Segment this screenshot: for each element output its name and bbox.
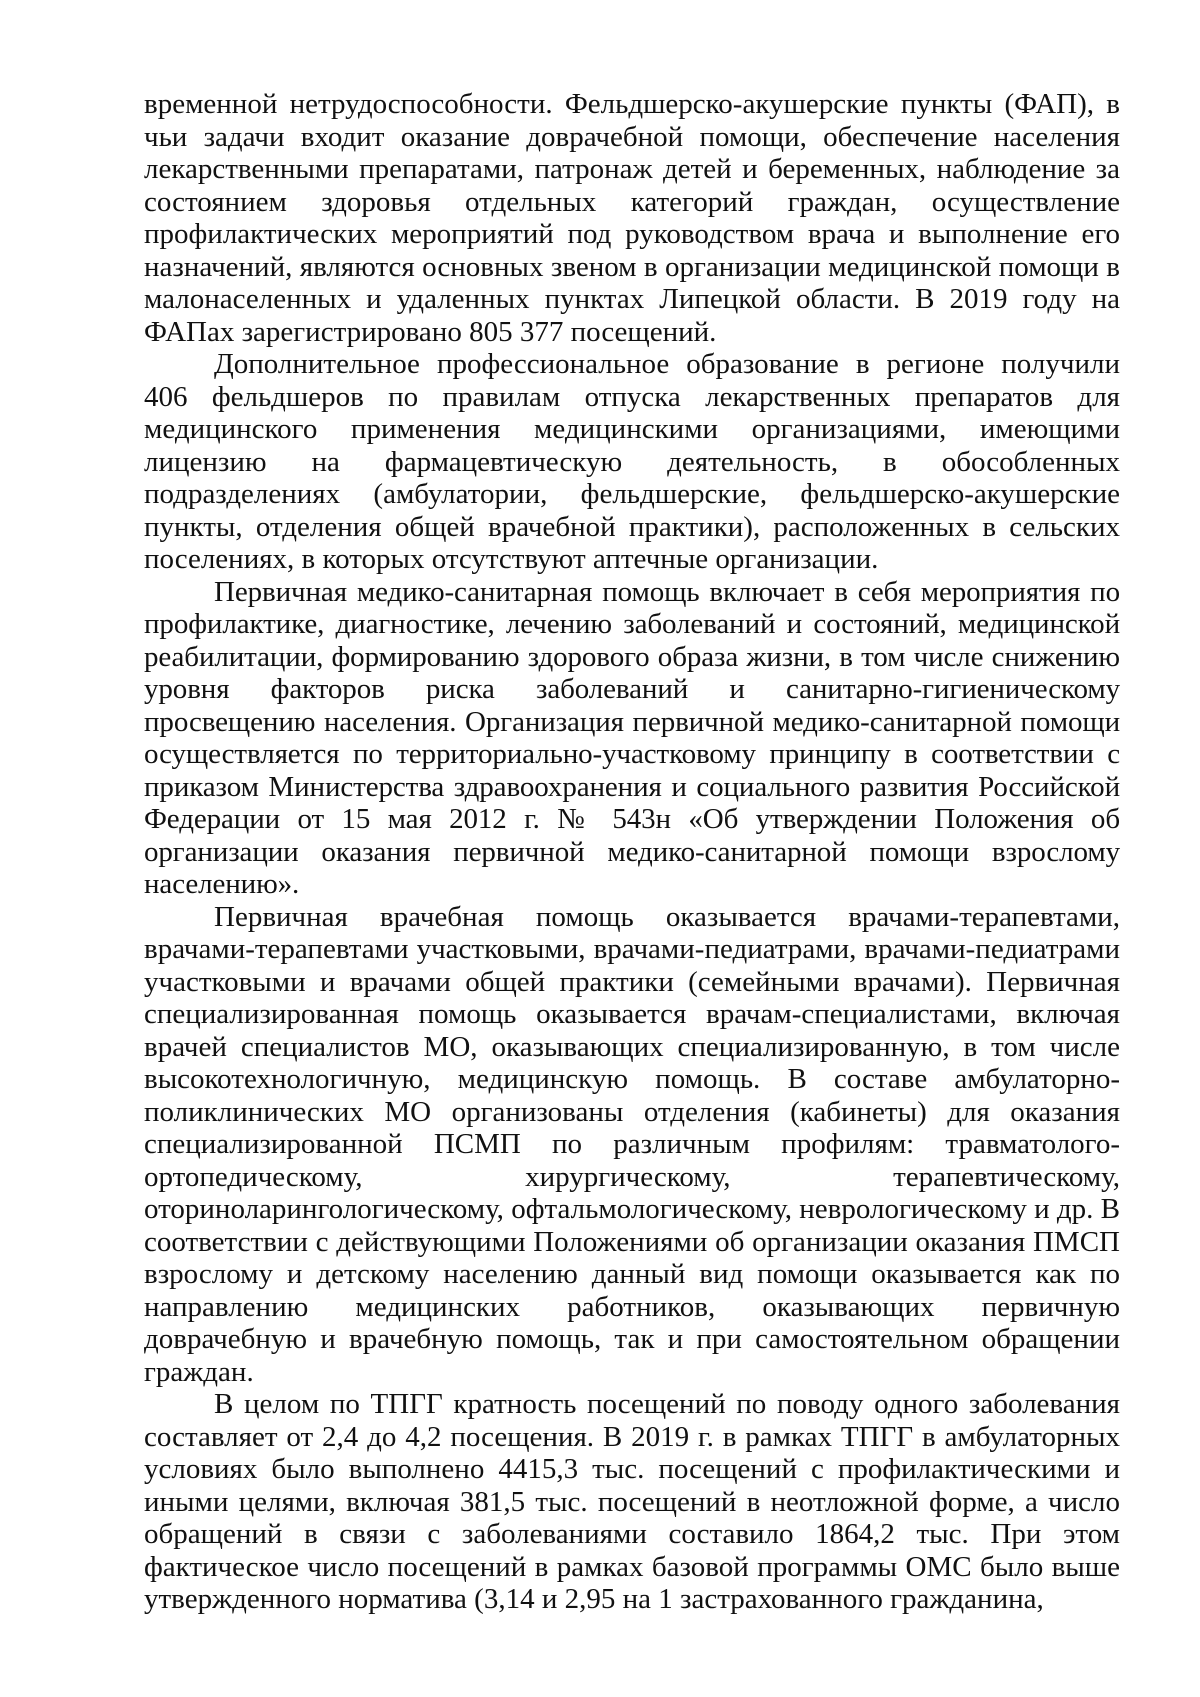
paragraph-fap: временной нетрудоспособности. Фельдшерско-акушерские пункты (ФАП), в чьи задачи входит оказание доврачебной помощи, обеспечение населения лекарственными препаратами, патронаж детей и беременных, наблюдение за состоянием здоровья отдельных категорий граждан, осуществление профилактических мероприятий под руководством врача и выполнение его назначений, являются основных звеном в организации медицинской помощи в малонаселенных и удаленных пунктах Липецкой области. В 2019 году на ФАПах зарегистрировано 805 377 посещений. bbox=[144, 88, 1120, 348]
paragraph-visit-statistics: В целом по ТПГГ кратность посещений по поводу одного заболевания составляет от 2,4 до 4,2 посещения. В 2019 г. в рамках ТПГГ в амбулаторных условиях было выполнено 4415,3 тыс. посещений с профилактическими и иными целями, включая 381,5 тыс. посещений в неотложной форме, а число обращений в связи с заболеваниями составило 1864,2 тыс. При этом фактическое число посещений в рамках базовой программы ОМС было выше утвержденного норматива (3,14 и 2,95 на 1 застрахованного гражданина, bbox=[144, 1388, 1120, 1615]
paragraph-pmsp-definition: Первичная медико-санитарная помощь включает в себя мероприятия по профилактике, диагностике, лечению заболеваний и состояний, медицинской реабилитации, формированию здорового образа жизни, в том числе снижению уровня факторов риска заболеваний и санитарно-гигиеническому просвещению населения. Организация первичной медико-санитарной помощи осуществляется по территориально-участковому принципу в соответствии с приказом Министерства здравоохранения и социального развития Российской Федерации от 15 мая 2012 г. № 543н «Об утверждении Положения об организации оказания первичной медико-санитарной помощи взрослому населению». bbox=[144, 575, 1120, 900]
document-page bbox=[144, 88, 1120, 1616]
paragraph-primary-care: Первичная врачебная помощь оказывается врачами-терапевтами, врачами-терапевтами участковыми, врачами-педиатрами, врачами-педиатрами участковыми и врачами общей практики (семейными врачами). Первичная специализированная помощь оказывается врачам-специалистами, включая врачей специалистов МО, оказывающих специализированную, в том числе высокотехнологичную, медицинскую помощь. В составе амбулаторно-поликлинических МО организованы отделения (кабинеты) для оказания специализированной ПСМП по различным профилям: травматолого-ортопедическому, хирургическому, терапевтическому, оториноларингологическому, офтальмологическому, неврологическому и др. В соответствии с действующими Положениями об организации оказания ПМСП взрослому и детскому населению данный вид помощи оказывается как по направлению медицинских работников, оказывающих первичную доврачебную и врачебную помощь, так и при самостоятельном обращении граждан. bbox=[144, 900, 1120, 1388]
paragraph-dpo-feldshers: Дополнительное профессиональное образование в регионе получили 406 фельдшеров по правилам отпуска лекарственных препаратов для медицинского применения медицинскими организациями, имеющими лицензию на фармацевтическую деятельность, в обособленных подразделениях (амбулатории, фельдшерские, фельдшерско-акушерские пункты, отделения общей врачебной практики), расположенных в сельских поселениях, в которых отсутствуют аптечные организации. bbox=[144, 348, 1120, 575]
